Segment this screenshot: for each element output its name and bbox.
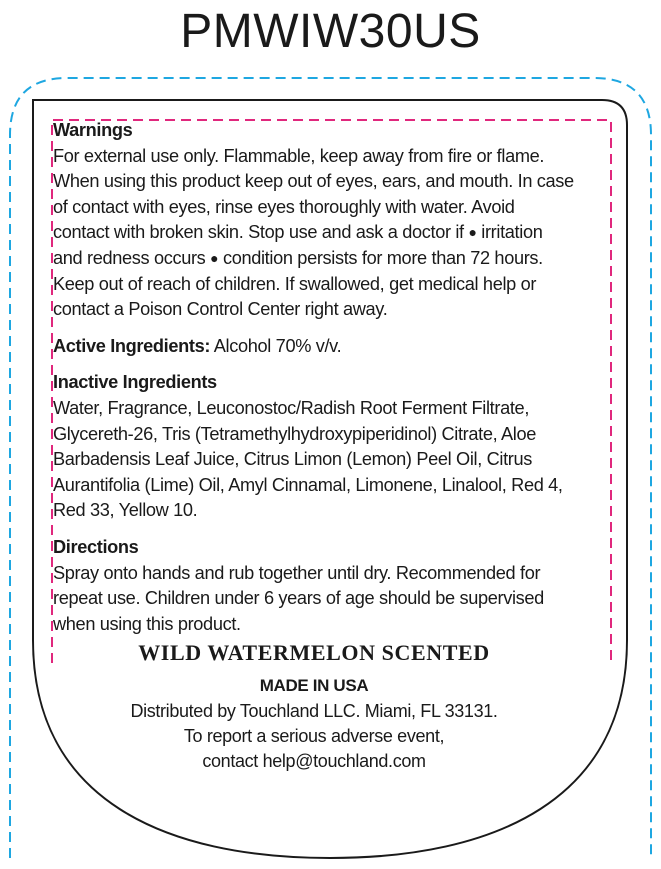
warnings-text — [53, 144, 575, 323]
contact-line: contact help@touchland.com — [202, 751, 426, 772]
inactive-ingredients-value: Water, Fragrance, Leuconostoc/Radish Root Ferment Filtrate, Glycereth-26, Tris (Tetramethylhydroxypiperidinol) Citrate, Aloe Barbadensis Leaf Juice, Citrus Limon (Lemon) Peel Oil, Citrus Aurantifolia (Lime) Oil, Amyl Cinnamal, Limonene, Linalool, Red 4, Red 33, Yellow 10. — [53, 397, 563, 521]
active-ingredients-section — [53, 334, 575, 360]
report-line: To report a serious adverse event, — [183, 726, 445, 747]
directions-section — [53, 535, 575, 637]
distributor-line: Distributed by Touchland LLC. Miami, FL 33131. — [130, 701, 498, 722]
warnings-text-3: condition persists for more than 72 hours. Keep out of reach of children. If swallowed, get medical help or contact a Poison Control Center right away. — [53, 247, 543, 320]
scent-name: WILD WATERMELON SCENTED — [138, 640, 490, 666]
label-content — [53, 118, 575, 774]
warnings-section — [53, 118, 575, 323]
label-code: PMWIW30US — [180, 5, 481, 58]
bullet-icon: ● — [210, 249, 219, 266]
active-ingredients-value: Alcohol 70% v/v. — [213, 335, 342, 356]
directions-heading: Directions — [53, 536, 139, 557]
active-ingredients-heading: Active Ingredients: — [53, 335, 211, 356]
warnings-heading: Warnings — [53, 120, 133, 140]
warnings-text-2: irritation and redness occurs — [53, 222, 543, 268]
made-in-usa: MADE IN USA — [259, 676, 369, 696]
inactive-ingredients-heading: Inactive Ingredients — [53, 372, 217, 393]
inactive-ingredients-section — [53, 370, 575, 524]
warnings-text-1: For external use only. Flammable, keep away from fire or flame. When using this product keep out of eyes, ears, and mouth. In case of contact with eyes, rinse eyes thoroughly with water. Avoid contact with broken skin. Stop use and ask a doctor if — [53, 145, 574, 243]
directions-value: Spray onto hands and rub together until dry. Recommended for repeat use. Children under 6 years of age should be supervised when using this product. — [53, 562, 544, 634]
bullet-icon: ● — [468, 224, 477, 241]
